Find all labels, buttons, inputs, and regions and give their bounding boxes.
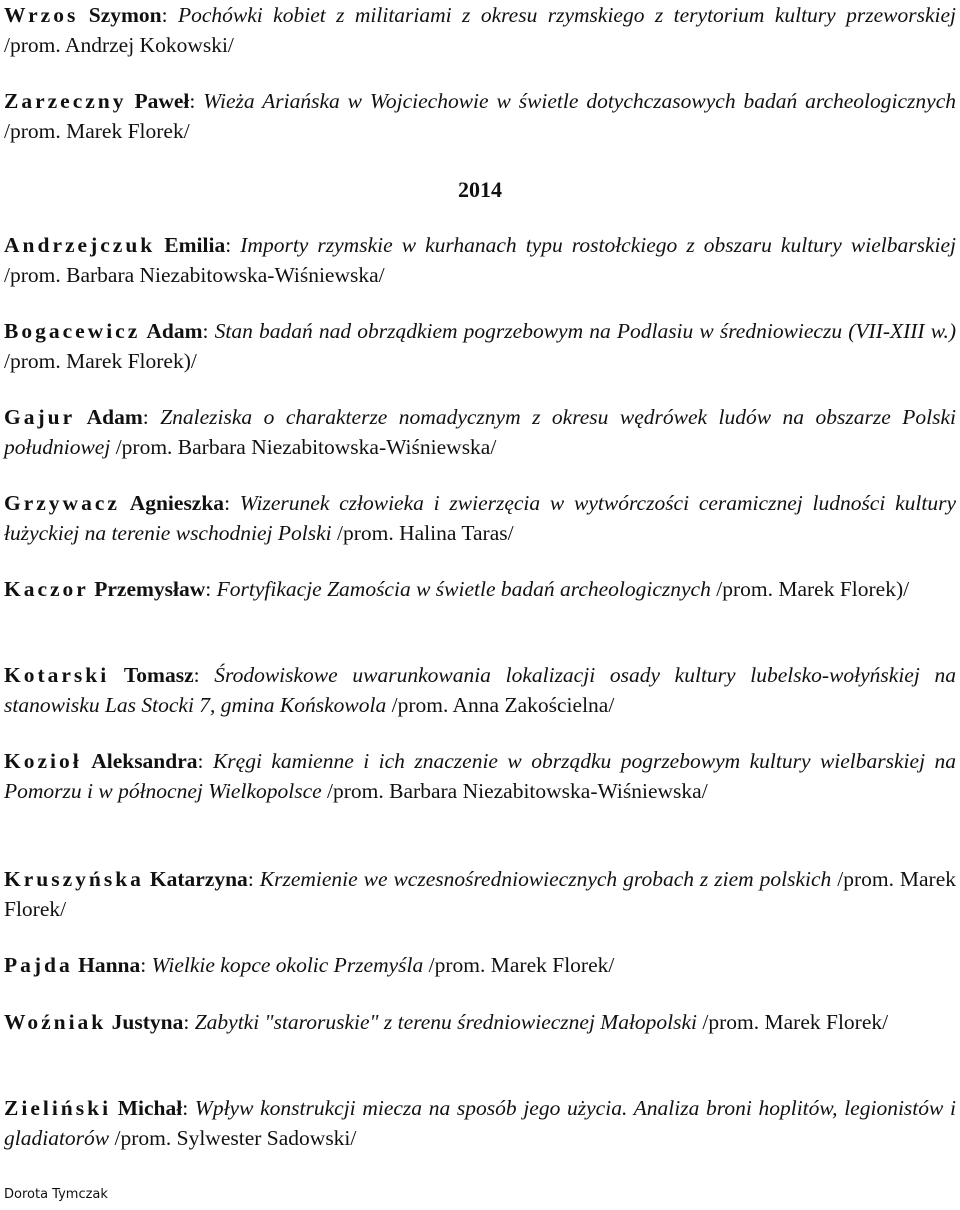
thesis-entry: Pajda Hanna: Wielkie kopce okolic Przemyśla /prom. Marek Florek/ (4, 953, 615, 977)
thesis-title: Stan badań nad obrządkiem pogrzebowym na Podlasiu w średniowieczu (VII-XIII w.) (214, 319, 956, 343)
author-surname: Zarzeczny (4, 89, 127, 113)
thesis-title: Znaleziska o charakterze nomadycznym z okresu wędrówek ludów na obszarze Polski południowej (4, 405, 956, 459)
thesis-title: Krzemienie we wczesnośredniowiecznych grobach z ziem polskich (259, 867, 832, 891)
supervisor: /prom. Marek Florek)/ (4, 349, 197, 373)
author-surname: Pajda (4, 953, 73, 977)
author-firstname: Hanna (78, 953, 141, 977)
thesis-title: Wpływ konstrukcji miecza na sposób jego użycia. Analiza broni hoplitów, legionistów i gladiatorów (4, 1096, 957, 1150)
author-firstname: Emilia (164, 233, 226, 257)
thesis-entry: Andrzejczuk Emilia: Importy rzymskie w kurhanach typu rostołckiego z obszaru kultury wielbarskiej /prom. Barbara Niezabitowska-Wiśniewska/ (4, 233, 956, 287)
author-firstname: Justyna (111, 1010, 184, 1034)
author-surname: Woźniak (4, 1010, 107, 1034)
thesis-entry: Kruszyńska Katarzyna: Krzemienie we wczesnośredniowiecznych grobach z ziem polskich /prom. Marek Florek/ (4, 867, 957, 921)
thesis-title: Zabytki "staroruskie" z terenu średniowiecznej Małopolski (194, 1010, 698, 1034)
thesis-title: Pochówki kobiet z militariami z okresu rzymskiego z terytorium kultury przeworskiej (178, 3, 956, 27)
author-surname: Grzywacz (4, 491, 120, 515)
author-surname: Kozioł (4, 749, 82, 773)
supervisor: /prom. Anna Zakościelna/ (391, 693, 615, 717)
thesis-entry: Grzywacz Agnieszka: Wizerunek człowieka i zwierzęcia w wytwórczości ceramicznej ludności kultury łużyckiej na terenie wschodniej Polski /prom. Halina Taras/ (4, 491, 956, 545)
author-firstname: Szymon (88, 3, 162, 27)
thesis-title: Wieża Ariańska w Wojciechowie w świetle dotychczasowych badań archeologicznych (203, 89, 956, 113)
thesis-entry: Kaczor Przemysław: Fortyfikacje Zamościa w świetle badań archeologicznych /prom. Marek Florek)/ (4, 577, 910, 601)
author-firstname: Przemysław (94, 577, 206, 601)
supervisor: /prom. Marek Florek/ (428, 953, 615, 977)
author-firstname: Michał (117, 1096, 183, 1120)
thesis-title: Kręgi kamienne i ich znaczenie w obrządku pogrzebowym kultury wielbarskiej na Pomorzu i w północnej Wielkopolsce (4, 749, 956, 803)
supervisor: /prom. Sylwester Sadowski/ (114, 1126, 357, 1150)
thesis-entry: Wrzos Szymon: Pochówki kobiet z militariami z okresu rzymskiego z terytorium kultury przeworskiej /prom. Andrzej Kokowski/ (4, 3, 956, 57)
thesis-title: Środowiskowe uwarunkowania lokalizacji osady kultury lubelsko-wołyńskiej na stanowisku Las Stocki 7, gmina Końskowola (4, 663, 957, 717)
thesis-title: Wielkie kopce okolic Przemyśla (151, 953, 424, 977)
supervisor: /prom. Halina Taras/ (336, 521, 514, 545)
supervisor: /prom. Barbara Niezabitowska-Wiśniewska/ (4, 263, 385, 287)
author-firstname: Katarzyna (149, 867, 248, 891)
author-firstname: Aleksandra (91, 749, 198, 773)
supervisor: /prom. Andrzej Kokowski/ (4, 33, 234, 57)
page-footer: Dorota Tymczak (4, 1187, 108, 1202)
author-firstname: Tomasz (123, 663, 194, 687)
supervisor: /prom. Marek Florek/ (4, 119, 190, 143)
author-surname: Kruszyńska (4, 867, 144, 891)
supervisor: /prom. Barbara Niezabitowska-Wiśniewska/ (115, 435, 497, 459)
author-firstname: Adam (86, 405, 143, 429)
thesis-entry: Kozioł Aleksandra: Kręgi kamienne i ich znaczenie w obrządku pogrzebowym kultury wielbarskiej na Pomorzu i w północnej Wielkopolsce /prom. Barbara Niezabitowska-Wiśniewska/ (4, 749, 956, 803)
author-surname: Andrzejczuk (4, 233, 156, 257)
thesis-entry: Kotarski Tomasz: Środowiskowe uwarunkowania lokalizacji osady kultury lubelsko-wołyńskiej na stanowisku Las Stocki 7, gmina Końskowola /prom. Anna Zakościelna/ (4, 663, 957, 717)
year-heading: 2014 (458, 177, 502, 202)
supervisor: /prom. Barbara Niezabitowska-Wiśniewska/ (327, 779, 708, 803)
thesis-title: Wizerunek człowieka i zwierzęcia w wytwórczości ceramicznej ludności kultury łużyckiej na terenie wschodniej Polski (4, 491, 956, 545)
thesis-entry: Woźniak Justyna: Zabytki "staroruskie" z terenu średniowiecznej Małopolski /prom. Marek Florek/ (4, 1010, 889, 1034)
supervisor: /prom. Marek Florek/ (702, 1010, 889, 1034)
thesis-entry: Zarzeczny Paweł: Wieża Ariańska w Wojciechowie w świetle dotychczasowych badań archeologicznych /prom. Marek Florek/ (4, 89, 956, 143)
author-surname: Bogacewicz (4, 319, 141, 343)
thesis-title: Fortyfikacje Zamościa w świetle badań archeologicznych (216, 577, 711, 601)
author-firstname: Paweł (134, 89, 190, 113)
author-surname: Kaczor (4, 577, 89, 601)
author-surname: Gajur (4, 405, 76, 429)
author-surname: Wrzos (4, 3, 79, 27)
thesis-entry: Bogacewicz Adam: Stan badań nad obrządkiem pogrzebowym na Podlasiu w średniowieczu (VII-XIII w.) /prom. Marek Florek)/ (4, 319, 956, 373)
author-firstname: Adam (146, 319, 203, 343)
author-surname: Zieliński (4, 1096, 112, 1120)
author-firstname: Agnieszka (129, 491, 225, 515)
supervisor: /prom. Marek Florek/ (4, 867, 957, 921)
thesis-title: Importy rzymskie w kurhanach typu rostołckiego z obszaru kultury wielbarskiej (240, 233, 956, 257)
thesis-entry: Zieliński Michał: Wpływ konstrukcji miecza na sposób jego użycia. Analiza broni hoplitów, legionistów i gladiatorów /prom. Sylwester Sadowski/ (4, 1096, 957, 1150)
author-surname: Kotarski (4, 663, 110, 687)
supervisor: /prom. Marek Florek)/ (716, 577, 910, 601)
thesis-entry: Gajur Adam: Znaleziska o charakterze nomadycznym z okresu wędrówek ludów na obszarze Polski południowej /prom. Barbara Niezabitowska-Wiśniewska/ (4, 405, 956, 459)
